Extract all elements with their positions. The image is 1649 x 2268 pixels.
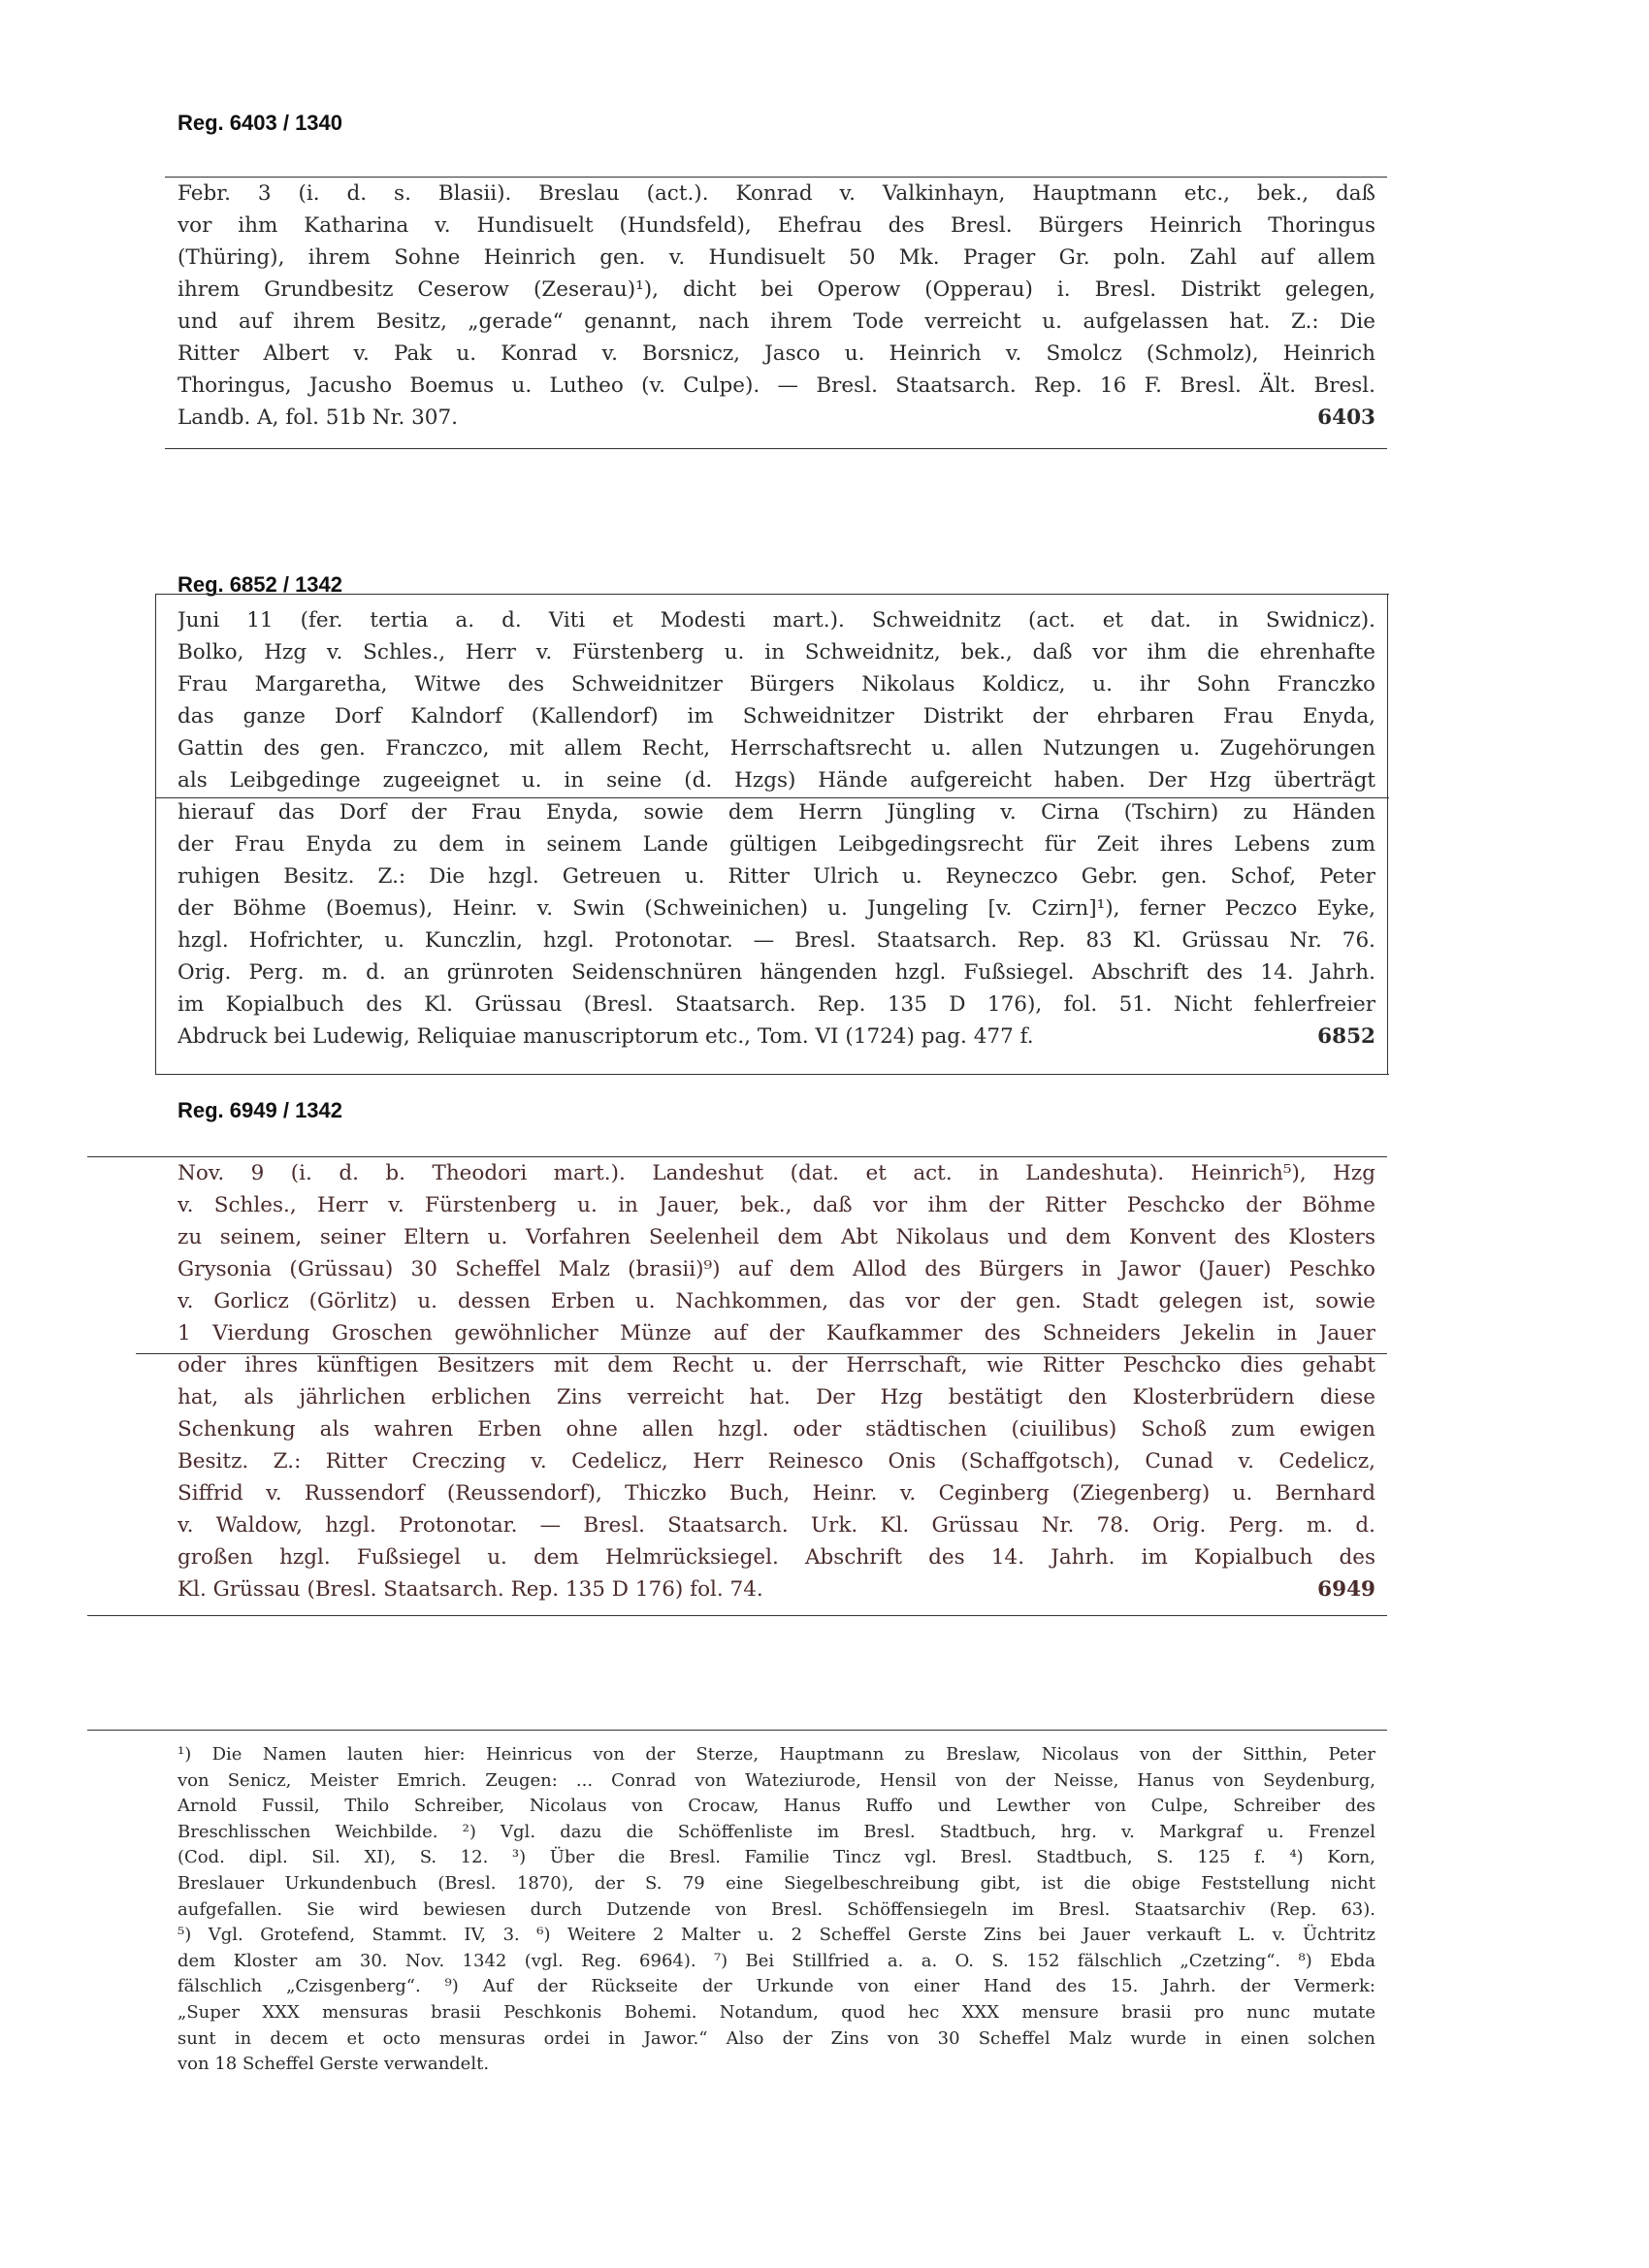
reg-number: 6403 bbox=[1317, 405, 1375, 430]
entry-line: Frau Margaretha, Witwe des Schweidnitzer Bürgers Nikolaus Koldicz, u. ihr Sohn Franczko bbox=[178, 672, 1375, 697]
reg-entry bbox=[178, 604, 1375, 1053]
entry-line: ruhigen Besitz. Z.: Die hzgl. Getreuen u. Ritter Ulrich u. Reyneczco Gebr. gen. Schof, Peter bbox=[178, 864, 1375, 889]
footnote-line: Breslauer Urkundenbuch (Bresl. 1870), der S. 79 eine Siegelbeschreibung gibt, ist die obige Feststellung nicht bbox=[178, 1872, 1375, 1894]
entry-line: v. Waldow, hzgl. Protonotar. — Bresl. Staatsarch. Urk. Kl. Grüssau Nr. 78. Orig. Perg. m. d. bbox=[178, 1513, 1375, 1538]
entry-line: hierauf das Dorf der Frau Enyda, sowie dem Herrn Jüngling v. Cirna (Tschirn) zu Händen bbox=[178, 800, 1375, 825]
reg-label: Reg. 6852 / 1342 bbox=[178, 572, 343, 597]
entry-line-text: Kl. Grüssau (Bresl. Staatsarch. Rep. 135 D 176) fol. 74. bbox=[178, 1577, 763, 1602]
entry-line: Grysonia (Grüssau) 30 Scheffel Malz (brasii)⁹) auf dem Allod des Bürgers in Jawor (Jauer) Peschko bbox=[178, 1257, 1375, 1281]
footnote-line: dem Kloster am 30. Nov. 1342 (vgl. Reg. 6964). ⁷) Bei Stillfried a. a. O. S. 152 fälschlich „Czetzing“. ⁸) Ebda bbox=[178, 1950, 1375, 1971]
entry-line bbox=[178, 1021, 1375, 1053]
entry-line: Siffrid v. Russendorf (Reussendorf), Thiczko Buch, Heinr. v. Ceginberg (Ziegenberg) u. Bernhard bbox=[178, 1481, 1375, 1506]
entry-line: (Thüring), ihrem Sohne Heinrich gen. v. Hundisuelt 50 Mk. Prager Gr. poln. Zahl auf allem bbox=[178, 245, 1375, 270]
entry-line: 1 Vierdung Groschen gewöhnlicher Münze auf der Kaufkammer des Schneiders Jekelin in Jauer bbox=[178, 1321, 1375, 1345]
entry-line: und auf ihrem Besitz, „gerade“ genannt, nach ihrem Tode verreicht u. aufgelassen hat. Z.: Die bbox=[178, 309, 1375, 334]
entry-line: v. Gorlicz (Görlitz) u. dessen Erben u. Nachkommen, das vor der gen. Stadt gelegen ist, sowie bbox=[178, 1289, 1375, 1313]
entry-line: Bolko, Hzg v. Schles., Herr v. Fürstenberg u. in Schweidnitz, bek., daß vor ihm die ehrenhafte bbox=[178, 640, 1375, 664]
entry-line: Febr. 3 (i. d. s. Blasii). Breslau (act.). Konrad v. Valkinhayn, Hauptmann etc., bek., daß bbox=[178, 181, 1375, 206]
entry-line: v. Schles., Herr v. Fürstenberg u. in Jauer, bek., daß vor ihm der Ritter Peschcko der Böhme bbox=[178, 1193, 1375, 1217]
divider bbox=[87, 1730, 1387, 1731]
entry-line-text: Landb. A, fol. 51b Nr. 307. bbox=[178, 405, 459, 430]
reg-label: Reg. 6949 / 1342 bbox=[178, 1098, 343, 1122]
entry-line: Juni 11 (fer. tertia a. d. Viti et Modesti mart.). Schweidnitz (act. et dat. in Swidnicz). bbox=[178, 608, 1375, 632]
entry-line: Ritter Albert v. Pak u. Konrad v. Borsnicz, Jasco u. Heinrich v. Smolcz (Schmolz), Heinrich bbox=[178, 341, 1375, 366]
entry-line: Schenkung als wahren Erben ohne allen hzgl. oder städtischen (ciuilibus) Schoß zum ewigen bbox=[178, 1417, 1375, 1442]
entry-line: vor ihm Katharina v. Hundisuelt (Hundsfeld), Ehefrau des Bresl. Bürgers Heinrich Thoringus bbox=[178, 213, 1375, 238]
entry-line bbox=[178, 1573, 1375, 1605]
footnotes bbox=[178, 1742, 1375, 2078]
entry-line: hzgl. Hofrichter, u. Kunczlin, hzgl. Protonotar. — Bresl. Staatsarch. Rep. 83 Kl. Grüssau Nr. 76. bbox=[178, 928, 1375, 953]
reg-entry bbox=[178, 1157, 1375, 1605]
entry-line: zu seinem, seiner Eltern u. Vorfahren Seelenheil dem Abt Nikolaus und dem Konvent des Klosters bbox=[178, 1225, 1375, 1249]
entry-line: Orig. Perg. m. d. an grünroten Seidenschnüren hängenden hzgl. Fußsiegel. Abschrift des 14. Jahrh. bbox=[178, 960, 1375, 985]
entry-line: hat, als jährlichen erblichen Zins verreicht hat. Der Hzg bestätigt den Klosterbrüdern diese bbox=[178, 1385, 1375, 1409]
footnote-line: (Cod. dipl. Sil. XI), S. 12. ³) Über die Bresl. Familie Tincz vgl. Bresl. Stadtbuch, S. 125 f. ⁴) Korn, bbox=[178, 1847, 1375, 1868]
footnote-line: ¹) Die Namen lauten hier: Heinricus von der Sterze, Hauptmann zu Breslaw, Nicolaus von der Sitthin, Peter bbox=[178, 1744, 1375, 1765]
entry-line-text: Abdruck bei Ludewig, Reliquiae manuscriptorum etc., Tom. VI (1724) pag. 477 f. bbox=[178, 1024, 1034, 1049]
entry-line: als Leibgedinge zugeeignet u. in seine (d. Hzgs) Hände aufgereicht haben. Der Hzg überträgt bbox=[178, 768, 1375, 793]
box-border bbox=[1387, 594, 1388, 1074]
entry-line: der Frau Enyda zu dem in seinem Lande gültigen Leibgedingsrecht für Zeit ihres Lebens zum bbox=[178, 832, 1375, 857]
reg-entry bbox=[178, 178, 1375, 434]
entry-line: Nov. 9 (i. d. b. Theodori mart.). Landeshut (dat. et act. in Landeshuta). Heinrich⁵), Hzg bbox=[178, 1161, 1375, 1185]
entry-line: großen hzgl. Fußsiegel u. dem Helmrücksiegel. Abschrift des 14. Jahrh. im Kopialbuch des bbox=[178, 1545, 1375, 1570]
footnote-line: von Senicz, Meister Emrich. Zeugen: ... Conrad von Wateziurode, Hensil von der Neisse, Hanus von Seydenburg, bbox=[178, 1769, 1375, 1791]
reg-label: Reg. 6403 / 1340 bbox=[178, 111, 343, 135]
divider bbox=[155, 1074, 1389, 1075]
footnote-line: von 18 Scheffel Gerste verwandelt. bbox=[178, 2054, 490, 2075]
reg-number: 6949 bbox=[1317, 1577, 1375, 1602]
entry-line: das ganze Dorf Kalndorf (Kallendorf) im Schweidnitzer Distrikt der ehrbaren Frau Enyda, bbox=[178, 704, 1375, 729]
divider bbox=[87, 1615, 1387, 1616]
footnote-line: Breschlisschen Weichbilde. ²) Vgl. dazu die Schöffenliste im Bresl. Stadtbuch, hrg. v. Markgraf u. Frenzel bbox=[178, 1821, 1375, 1842]
entry-line: Besitz. Z.: Ritter Creczing v. Cedelicz, Herr Reinesco Onis (Schaffgotsch), Cunad v. Cedelicz, bbox=[178, 1449, 1375, 1474]
footnote-line: „Super XXX mensuras brasii Peschkonis Bohemi. Notandum, quod hec XXX mensure brasii pro nunc mutate bbox=[178, 2001, 1375, 2023]
footnote-line: aufgefallen. Sie wird bewiesen durch Dutzende von Bresl. Schöffensiegeln im Bresl. Staatsarchiv (Rep. 63). bbox=[178, 1898, 1375, 1920]
footnote-line: fälschlich „Czisgenberg“. ⁹) Auf der Rückseite der Urkunde von einer Hand des 15. Jahrh. der Vermerk: bbox=[178, 1976, 1375, 1997]
reg-number: 6852 bbox=[1317, 1024, 1375, 1049]
footnote-line: sunt in decem et octo mensuras ordei in Jawor.“ Also der Zins von 30 Scheffel Malz wurde in einen solchen bbox=[178, 2027, 1375, 2049]
footnote-line: ⁵) Vgl. Grotefend, Stammt. IV, 3. ⁶) Weitere 2 Malter u. 2 Scheffel Gerste Zins bei Jauer verkauft L. v. Üchtritz bbox=[178, 1925, 1375, 1946]
entry-line: oder ihres künftigen Besitzers mit dem Recht u. der Herrschaft, wie Ritter Peschcko dies gehabt bbox=[178, 1353, 1375, 1377]
box-border bbox=[155, 594, 156, 1074]
entry-line: Gattin des gen. Franczco, mit allem Recht, Herrschaftsrecht u. allen Nutzungen u. Zugehörungen bbox=[178, 736, 1375, 761]
entry-line: der Böhme (Boemus), Heinr. v. Swin (Schweinichen) u. Jungeling [v. Czirn]¹), ferner Peczco Eyke, bbox=[178, 896, 1375, 921]
entry-line: Thoringus, Jacusho Boemus u. Lutheo (v. Culpe). — Bresl. Staatsarch. Rep. 16 F. Bresl. Ält. Bresl. bbox=[178, 373, 1375, 398]
divider bbox=[165, 448, 1387, 449]
entry-line bbox=[178, 402, 1375, 434]
footnote-line: Arnold Fussil, Thilo Schreiber, Nicolaus von Crocaw, Hanus Ruffo und Lewther von Culpe, Schreiber des bbox=[178, 1796, 1375, 1817]
entry-line: im Kopialbuch des Kl. Grüssau (Bresl. Staatsarch. Rep. 135 D 176), fol. 51. Nicht fehlerfreier bbox=[178, 992, 1375, 1017]
divider bbox=[155, 594, 1389, 595]
entry-line: ihrem Grundbesitz Ceserow (Zeserau)¹), dicht bei Operow (Opperau) i. Bresl. Distrikt gelegen, bbox=[178, 277, 1375, 302]
